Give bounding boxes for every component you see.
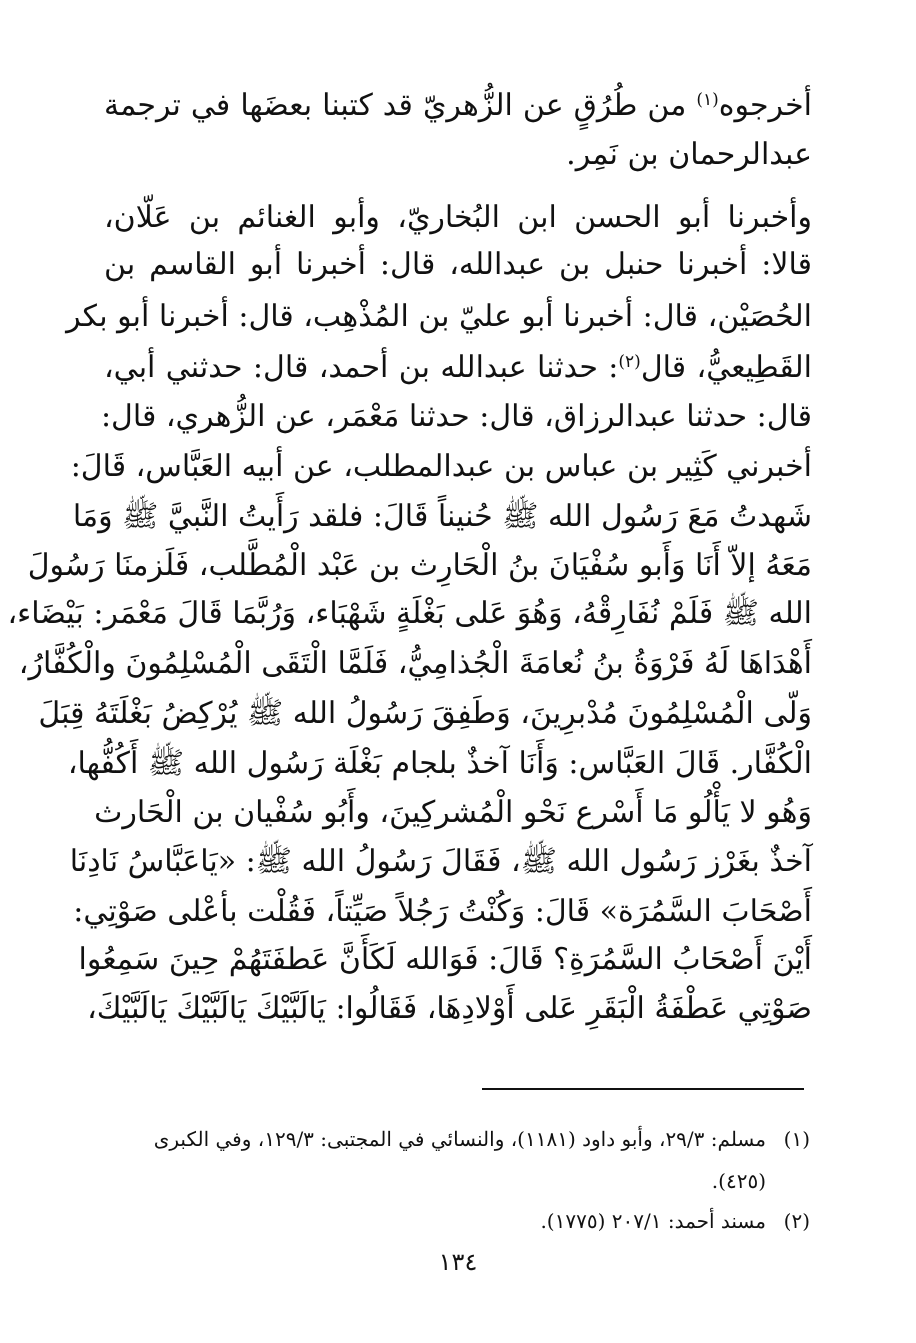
body-line-19: صَوْتِي عَطْفَةُ الْبَقَرِ عَلى أَوْلادِهَا، فَقَالُوا: يَالَبَّيْكَ يَالَبَّيْكَ يَالَبَّيْكَ، (87, 991, 812, 1026)
footnote-number: (٢) (783, 1209, 810, 1233)
body-line-11: الله ﷺ فَلَمْ نُفَارِقْهُ، وَهُوَ عَلى بَغْلَةٍ شَهْبَاء، وَرُبَّمَا قَالَ مَعْمَر: بَيْضَاء، (7, 596, 812, 631)
line-text: أخرجوه (718, 88, 812, 123)
body-line-1 (104, 84, 812, 128)
footnote-text: مسلم: ٢٩/٣، وأبو داود (١١٨١)، والنسائي في المجتبى: ١٢٩/٣، وفي الكبرى (153, 1127, 766, 1151)
body-line-5: الحُصَيْن، قال: أخبرنا أبو عليّ بن المُذْهِب، قال: أخبرنا أبو بكر (66, 299, 812, 334)
footnote-divider (482, 1088, 804, 1090)
footnote-text: مسند أحمد: ٢٠٧/١ (١٧٧٥). (540, 1209, 766, 1233)
line-text: : حدثنا عبدالله بن أحمد، قال: حدثني أبي، (104, 350, 619, 385)
line-text: من طُرُقٍ عن الزُّهريّ قد كتبنا بعضَها في ترجمة (104, 88, 697, 123)
body-line-6 (104, 346, 812, 390)
footnote-text: (٤٢٥). (711, 1169, 766, 1193)
line-text: القَطِيعيُّ، قال (640, 350, 812, 385)
body-line-2: عبدالرحمان بن نَمِر. (566, 137, 812, 172)
page-number: ١٣٤ (438, 1248, 478, 1276)
body-line-10: مَعَهُ إلاّ أَنَا وَأَبو سُفْيَانَ بنُ الْحَارِث بن عَبْد الْمُطَّلب، فَلَزمنَا رَسُولَ (27, 548, 812, 583)
body-line-7: قال: حدثنا عبدالرزاق، قال: حدثنا مَعْمَر، عن الزُّهري، قال: (100, 399, 812, 434)
body-line-18: أَيْنَ أَصْحَابُ السَّمُرَةِ؟ قَالَ: فَوَالله لَكَأَنَّ عَطفَتَهُمْ حِينَ سَمِعُوا (78, 942, 812, 977)
footnote-2 (102, 1206, 810, 1236)
body-line-14: الْكُفَّار. قَالَ العَبَّاس: وَأَنَا آخذٌ بلجام بَغْلَة رَسُول الله ﷺ أَكُفُّها، (67, 746, 812, 781)
footnote-ref-2[interactable]: (٢) (618, 352, 641, 372)
body-line-8: أخبرني كَثِير بن عباس بن عبدالمطلب، عن أبيه العَبَّاس، قَالَ: (70, 449, 812, 484)
body-line-9: شَهدتُ مَعَ رَسُول الله ﷺ حُنيناً قَالَ: فلقد رَأَيتُ النَّبيَّ ﷺ وَمَا (72, 499, 812, 534)
footnote-1 (102, 1124, 810, 1154)
body-line-13: وَلّى الْمُسْلِمُونَ مُدْبرِينَ، وَطَفِقَ رَسُولُ الله ﷺ يُرْكِضُ بَغْلَتَهُ قِبَلَ (38, 696, 812, 731)
body-line-15: وَهُو لا يَأْلُو مَا أَسْرع نَحْو الْمُشركِينَ، وأَبُو سُفْيان بن الْحَارث (94, 795, 812, 830)
body-line-16: آخذٌ بغَرْز رَسُول الله ﷺ، فَقَالَ رَسُولُ الله ﷺ: «يَاعَبَّاسُ نَادِنَا (69, 844, 812, 879)
body-line-4: قالا: أخبرنا حنبل بن عبدالله، قال: أخبرنا أبو القاسم بن (104, 247, 812, 282)
footnote-1-continued (102, 1166, 810, 1196)
body-line-12: أَهْدَاهَا لَهُ فَرْوَةُ بنُ نُعامَةَ الْجُذامِيُّ، فَلَمَّا الْتَقَى الْمُسْلِمُونَ والْكُفَّارُ، (18, 646, 812, 681)
body-line-17: أَصْحَابَ السَّمُرَة» قَالَ: وَكُنْتُ رَجُلاً صَيِّتاً، فَقُلْت بأعْلى صَوْتِي: (73, 894, 812, 929)
footnote-number: (١) (783, 1127, 810, 1151)
footnote-ref-1[interactable]: (١) (696, 90, 719, 110)
body-line-3: وأخبرنا أبو الحسن ابن البُخاريّ، وأبو الغنائم بن عَلّان، (104, 200, 812, 235)
